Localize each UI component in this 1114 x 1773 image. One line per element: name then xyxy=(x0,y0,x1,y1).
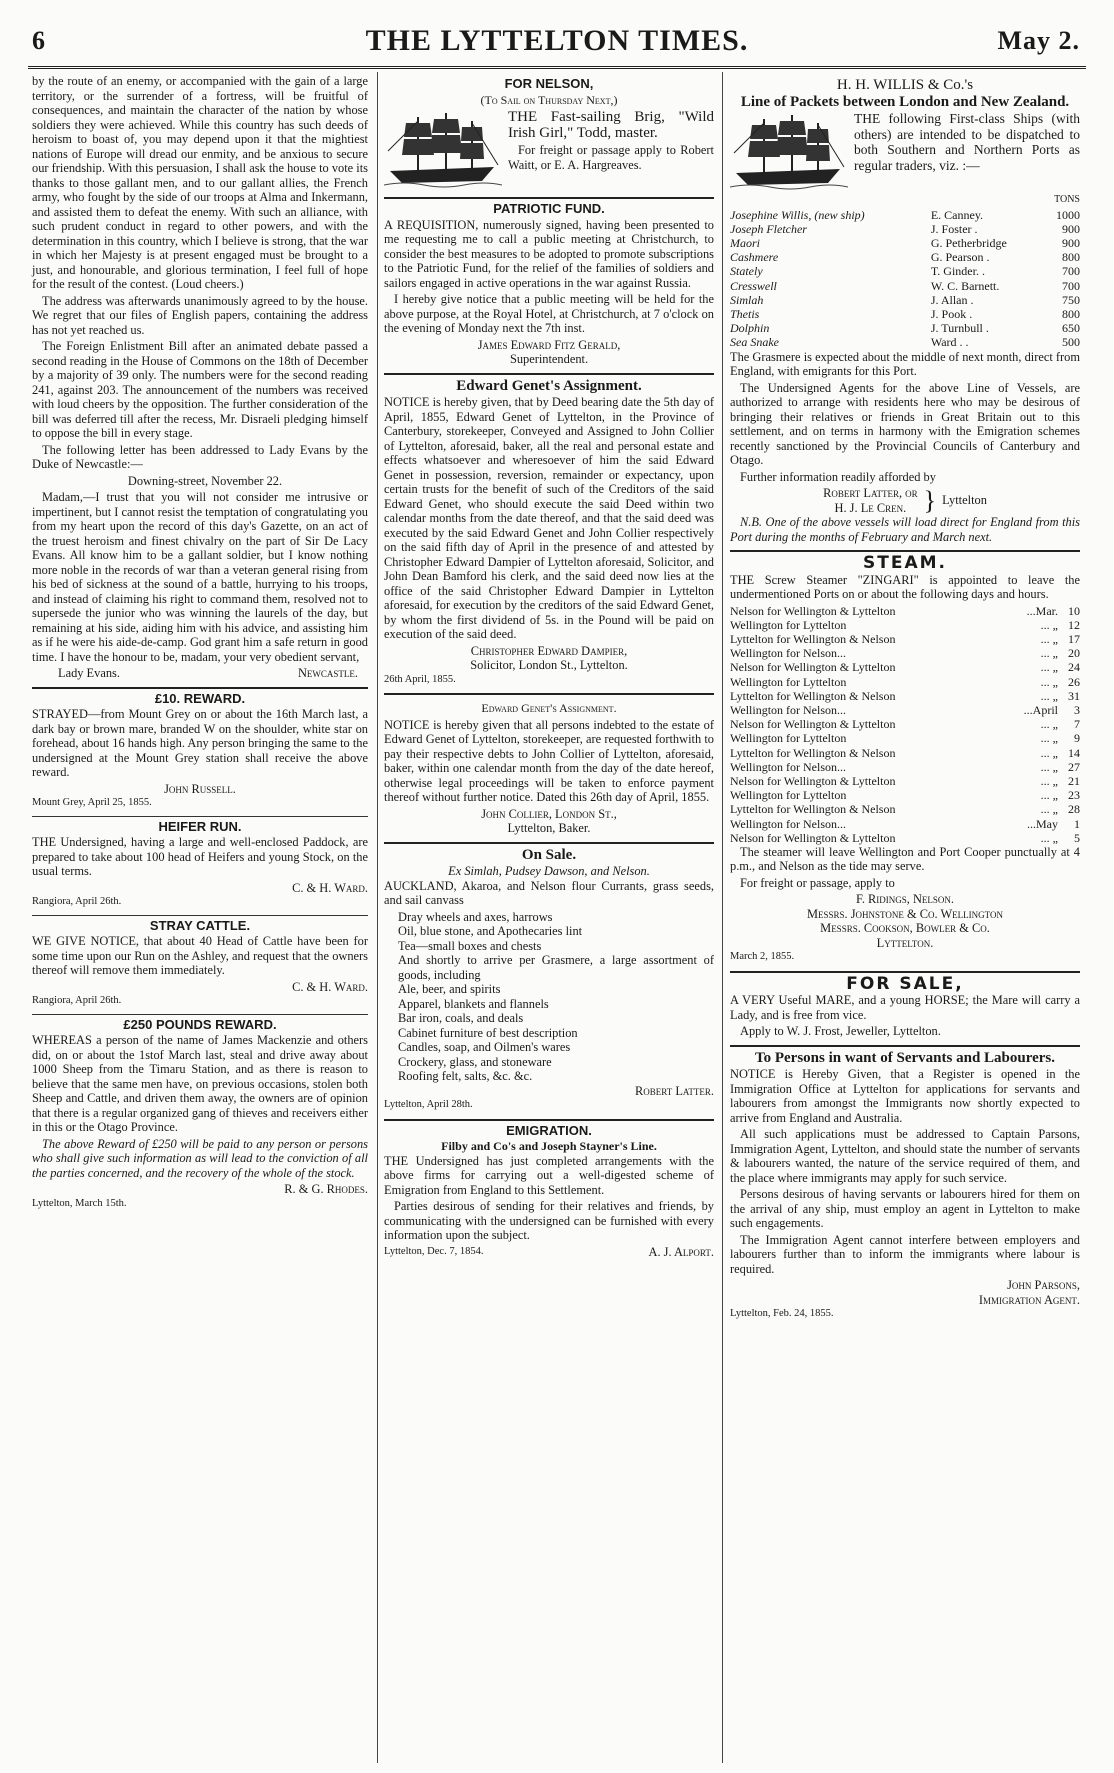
route-name: Wellington for Lyttelton xyxy=(730,731,847,746)
route-day: 31 xyxy=(1068,688,1080,703)
divider xyxy=(384,1119,714,1121)
ad-heading: To Persons in want of Servants and Labourers. xyxy=(754,1049,1056,1066)
divider xyxy=(32,915,368,916)
tons-label: TONS xyxy=(1054,194,1080,205)
table-row xyxy=(730,774,1080,788)
agents-block: Robert Latter, or H. J. Le Cren. } Lyttelton xyxy=(823,485,987,515)
table-row xyxy=(730,802,1080,816)
route-month: ... „ xyxy=(1040,660,1058,675)
ship-tons: 750 xyxy=(1062,292,1080,307)
article-paragraph: The address was afterwards unanimously agreed to by the house. We regret that our files of English papers, containing the address has not yet reached us. xyxy=(32,293,368,337)
route-month: ... „ xyxy=(1040,646,1058,661)
list-item: Dray wheels and axes, harrows xyxy=(398,909,553,924)
agent-name: Lyttelton. xyxy=(876,935,934,950)
route-day: 28 xyxy=(1068,802,1080,817)
table-row xyxy=(730,293,1080,307)
ad-heading: STRAY CATTLE. xyxy=(149,917,251,933)
letter-body: Madam,—I trust that you will not consider me intrusive or impertinent, but I cannot resist the temptation of congratulating you from my heart upon the record of this day's Gazette, on an act of the truest heroism and finest chivalry on the part of Sir De Lacy Evans. All know him to be a gallant soldier, but I know nothing more noble in the records of war than a veteran general rising from his bed of sickness at the sound of a battle, hurrying to his troops, and instead of claiming his right to command them, resolved not to supersede the junior who was winning the laurels of the day, but remaining at his side, aiding him with his advice, and assisting him as if he were his aide-de-camp. God grant him a safe return in good time. I have the honour to be, madam, your very obedient servant, xyxy=(32,490,368,664)
ship-tons: 900 xyxy=(1062,221,1080,236)
route-month: ... „ xyxy=(1040,802,1058,817)
ad-body: Apply to W. J. Frost, Jeweller, Lyttelton. xyxy=(740,1024,941,1039)
ad-heading: Line of Packets between London and New Zealand. xyxy=(740,93,1070,110)
table-row xyxy=(730,675,1080,689)
ad-body: THE Fast-sailing Brig, "Wild Irish Girl," Todd, master. xyxy=(508,109,714,141)
ship-tons: 800 xyxy=(1062,250,1080,265)
divider xyxy=(730,1045,1080,1047)
ad-heading: H. H. WILLIS & Co.'s xyxy=(836,77,974,93)
table-row xyxy=(730,604,1080,618)
route-day: 27 xyxy=(1068,759,1080,774)
ship-name: Maori xyxy=(730,235,760,250)
ad-body: For freight or passage apply to Robert Waitt, or E. A. Hargreaves. xyxy=(508,143,714,172)
route-day: 20 xyxy=(1068,646,1080,661)
column-1 xyxy=(32,74,368,1211)
issue-date: May 2. xyxy=(997,26,1080,55)
ad-heading: FOR NELSON, xyxy=(504,76,594,91)
ad-date: March 2, 1855. xyxy=(730,951,795,963)
ad-signature: R. & G. Rhodes. xyxy=(284,1182,368,1196)
route-name: Wellington for Lyttelton xyxy=(730,617,847,632)
divider xyxy=(32,816,368,817)
route-month: ...May xyxy=(1027,816,1058,831)
ship-master: G. Petherbridge xyxy=(930,235,1007,250)
divider xyxy=(730,971,1080,973)
ad-subheading: Ex Simlah, Pudsey Dawson, and Nelson. xyxy=(448,864,650,878)
ad-heading: FOR SALE, xyxy=(846,973,964,994)
article-paragraph: The Foreign Enlistment Bill after an animated debate passed a second reading in the House of Commons on the 18th of December by a majority of 39 only. The numbers were for the second reading 241, against 203. The announcement of the numbers was received with loud cheers by the opposition. The further consideration of the bill was deferred till after the recess, Mr. Disraeli pledging himself to oppose the bill in every stage. xyxy=(32,339,368,440)
ad-date: Lyttelton, March 15th. xyxy=(32,1197,127,1209)
ad-signature: James Edward Fitz Gerald, xyxy=(477,337,621,352)
divider xyxy=(32,1014,368,1015)
route-day: 7 xyxy=(1074,717,1080,732)
divider xyxy=(32,687,368,689)
steamer-schedule-table xyxy=(730,604,1080,845)
ad-heading: Edward Genet's Assignment. xyxy=(481,701,617,715)
ad-signature: John Russell. xyxy=(164,781,236,796)
route-day: 5 xyxy=(1074,830,1080,845)
route-name: Lyttelton for Wellington & Nelson xyxy=(730,802,896,817)
route-day: 9 xyxy=(1074,731,1080,746)
ship-master: J. Turnbull . xyxy=(930,321,989,336)
ship-master: G. Pearson . xyxy=(930,250,990,265)
ad-signature: A. J. Alport. xyxy=(648,1244,714,1259)
divider xyxy=(384,373,714,375)
ad-body: The Undersigned Agents for the above Line of Vessels, are authorized to arrange with residents here who may be desirous of bringing their relatives or friends in Great Britain out to this settlement, and on terms in harmony with the Emigration schemes recently sanctioned by the Provincial Councils of Canterbury and Otago. xyxy=(730,380,1080,468)
letter-signoff xyxy=(32,666,368,681)
ad-signature: C. & H. Ward. xyxy=(292,880,368,895)
goods-list xyxy=(384,910,714,1084)
ad-body: NOTICE is Hereby Given, that a Register is opened in the Immigration Office at Lyttelton for applications for servants and labourers from amongst the Immigrants now shortly expected to arrive from England and Australia. xyxy=(730,1067,1080,1125)
ad-signature-address: Solicitor, London St., Lyttelton. xyxy=(470,658,628,672)
route-day: 21 xyxy=(1068,773,1080,788)
table-row xyxy=(730,632,1080,646)
route-month: ... „ xyxy=(1040,745,1058,760)
ad-body: Persons desirous of having servants or labourers hired for them on the arrival of any ship, must employ an agent in Lyttelton to make such engagements. xyxy=(730,1187,1080,1231)
route-day: 26 xyxy=(1068,674,1080,689)
ad-subheading: Filby and Co's and Joseph Stayner's Line. xyxy=(441,1139,657,1153)
ad-date: Rangiora, April 26th. xyxy=(32,896,122,907)
route-month: ... „ xyxy=(1040,617,1058,632)
ad-date: Lyttelton, Feb. 24, 1855. xyxy=(730,1308,834,1320)
ship-name: Josephine Willis, (new ship) xyxy=(730,207,865,222)
table-row xyxy=(730,222,1080,236)
ad-subheading: (To Sail on Thursday Next,) xyxy=(480,92,618,107)
list-item: Roofing felt, salts, &c. &c. xyxy=(398,1069,533,1083)
ad-body: THE following First-class Ships (with others) are intended to be dispatched to both Southern and Northern Ports as regular traders, viz. :— xyxy=(854,111,1080,173)
table-row xyxy=(730,321,1080,335)
masthead xyxy=(28,22,1086,64)
table-row xyxy=(730,618,1080,632)
list-item: Ale, beer, and spirits xyxy=(398,982,501,996)
ad-body: The above Reward of £250 will be paid to any person or persons who shall give such information as will lead to the conviction of all the parties concerned, and the recovery of the whole of the stock. xyxy=(32,1136,368,1180)
ad-body: Parties desirous of sending for their relatives and friends, by communicating with the undersigned can be furnished with every information upon the subject. xyxy=(384,1199,714,1242)
ad-body: I hereby give notice that a public meeting will be held for the above purpose, at the Royal Hotel, at Christchurch, at 7 o'clock on the evening of Monday next the 7th inst. xyxy=(384,292,714,335)
agents-list xyxy=(730,892,1080,950)
route-name: Lyttelton for Wellington & Nelson xyxy=(730,631,896,646)
ship-icon xyxy=(730,113,848,193)
route-month: ... „ xyxy=(1040,773,1058,788)
ad-body: The Immigration Agent cannot interfere between employers and labourers further than to inform the immigrants where labour is required. xyxy=(730,1232,1080,1276)
agent-name: H. J. Le Cren. xyxy=(834,500,907,515)
ad-date: Lyttelton, April 28th. xyxy=(384,1099,473,1110)
masthead-rule xyxy=(28,66,1086,73)
table-row xyxy=(730,335,1080,349)
route-name: Lyttelton for Wellington & Nelson xyxy=(730,688,896,703)
ad-body: THE Undersigned has just completed arrangements with the above firms for carrying out a well-digested scheme of Emigration from England to this Settlement. xyxy=(384,1153,714,1197)
ad-body: THE Screw Steamer "ZINGARI" is appointed to leave the undermentioned Ports on or about the following days and hours. xyxy=(730,572,1080,602)
table-row xyxy=(730,660,1080,674)
route-month: ... „ xyxy=(1040,674,1058,689)
ship-name: Joseph Fletcher xyxy=(730,221,807,236)
divider xyxy=(730,550,1080,552)
route-name: Nelson for Wellington & Lyttelton xyxy=(730,660,896,675)
ad-signature: C. & H. Ward. xyxy=(292,979,368,994)
ad-body: NOTICE is hereby given, that by Deed bearing date the 5th day of April, 1855, Edward Genet of Lyttelton, in the Province of Canterbury, storekeeper, Conveyed and Assigned to John Collier of Lyttelton, aforesaid, baker, all the real and personal estate and effects whatsoever and wheresoever of him the said Edward Genet in possession, reversion, remainder or expectancy, upon certain trusts for the benefit of such of the Creditors of the said Edward Genet, who should execute the said Deed within two calendar months from the date thereof, and that the said deed was executed by the said Edward Genet and John Collier respectively on the said fifth day of April in the presence of and attested by Christopher Edward Dampier of Lyttelton aforesaid, Solicitor, and John Dean Bamford his clerk, and the said deed now lies at the office of the said Christopher Edward Dampier in Lyttelton aforesaid, for execution by the creditors of the said Edward Genet, by whom the first dividend of 5s. in the Pound will be paid on execution of the said deed. xyxy=(384,395,714,641)
route-day: 10 xyxy=(1068,603,1080,618)
newspaper-title: THE LYTTELTON TIMES. xyxy=(365,24,749,57)
ad-body: WHEREAS a person of the name of James Mackenzie and others did, on or about the 1stof March last, steal and drive away about 1000 Sheep from the Timaru Station, and as there is reason to believe that the same men have, on previous occasions, stolen both Sheep and Cattle, and driven them away, the owners are of opinion that there is a regular organized gang of thieves and receivers either in this or the Otago Province. xyxy=(32,1033,368,1134)
ad-body: A VERY Useful MARE, and a young HORSE; the Mare will carry a Lady, and is free from vice. xyxy=(730,993,1080,1022)
ad-signature: John Collier, London St., xyxy=(481,806,617,821)
ad-body: THE Undersigned, having a large and well-enclosed Paddock, are prepared to take about 100 head of Heifers and young Stock, on the usual terms. xyxy=(32,835,368,878)
route-day: 1 xyxy=(1074,816,1080,831)
ship-tons: 800 xyxy=(1062,306,1080,321)
table-row xyxy=(730,817,1080,831)
list-item: Bar iron, coals, and deals xyxy=(398,1011,524,1025)
ad-signature: Christopher Edward Dampier, xyxy=(470,643,628,658)
ships-table xyxy=(730,208,1080,350)
ad-body: A REQUISITION, numerously signed, having been presented to me requesting me to call a public meeting at Christchurch, to consider the best measures to be adopted to promote subscriptions to the Patriotic Fund, for the relief of the families of soldiers and sailors engaged in active operations in the war against Russia. xyxy=(384,217,714,290)
table-row xyxy=(730,731,1080,745)
ship-tons: 650 xyxy=(1062,321,1080,336)
ad-body: NOTICE is hereby given that all persons indebted to the estate of Edward Genet of Lyttelton, storekeeper, are requested forthwith to pay their respective debts to John Collier of Lyttelton, aforesaid, baker, within one calendar month from the day of the date hereof, otherwise legal proceedings will be taken to enforce payment thereof without further notice. Dated this 26th day of April, 1855. xyxy=(384,717,714,804)
route-month: ... „ xyxy=(1040,731,1058,746)
route-month: ...Mar. xyxy=(1026,603,1058,618)
ship-tons: 500 xyxy=(1062,335,1080,350)
ad-signature-title: Immigration Agent. xyxy=(978,1292,1080,1307)
table-row xyxy=(730,746,1080,760)
ad-signature-title: Superintendent. xyxy=(509,352,589,366)
divider xyxy=(384,197,714,199)
letter-place: Downing-street, November 22. xyxy=(127,473,283,488)
table-row xyxy=(730,717,1080,731)
route-name: Wellington for Nelson... xyxy=(730,702,847,717)
ship-name: Sea Snake xyxy=(730,335,779,350)
route-name: Wellington for Nelson... xyxy=(730,816,847,831)
list-item: Crockery, glass, and stoneware xyxy=(398,1054,552,1069)
route-day: 17 xyxy=(1068,631,1080,646)
ship-icon xyxy=(384,111,502,191)
agent-name: Robert Latter, or xyxy=(823,486,918,501)
ad-heading: EMIGRATION. xyxy=(506,1122,592,1138)
agent-place: Lyttelton xyxy=(942,493,987,508)
ad-body: AUCKLAND, Akaroa, and Nelson flour Currants, grass seeds, and sail canvass xyxy=(384,878,714,907)
ship-master: J. Foster . xyxy=(930,221,978,236)
route-name: Nelson for Wellington & Lyttelton xyxy=(730,717,896,732)
ad-date: Lyttelton, Dec. 7, 1854. xyxy=(384,1245,484,1257)
ship-name: Cashmere xyxy=(730,250,779,265)
ship-name: Cresswell xyxy=(730,278,777,293)
list-item: Cabinet furniture of best description xyxy=(398,1025,578,1040)
letter-author: Newcastle. xyxy=(297,666,358,680)
ship-name: Stately xyxy=(730,264,763,279)
route-month: ... „ xyxy=(1040,688,1058,703)
ad-signature: Robert Latter. xyxy=(635,1083,714,1098)
ship-master: T. Ginder. . xyxy=(930,264,985,279)
route-name: Nelson for Wellington & Lyttelton xyxy=(730,603,896,618)
list-item: Apparel, blankets and flannels xyxy=(398,996,549,1011)
table-row xyxy=(730,788,1080,802)
ship-master: W. C. Barnett. xyxy=(930,278,1000,293)
route-month: ... „ xyxy=(1040,759,1058,774)
route-name: Wellington for Nelson... xyxy=(730,646,847,661)
agent-name: Messrs. Johnstone & Co. Wellington xyxy=(807,906,1003,921)
route-month: ... „ xyxy=(1040,717,1058,732)
ship-master: J. Pook . xyxy=(930,306,973,321)
ad-note: N.B. One of the above vessels will load direct for England from this Port during the months of February and March next. xyxy=(730,515,1080,544)
ad-footer xyxy=(384,1245,714,1260)
route-month: ...April xyxy=(1023,702,1058,717)
route-name: Lyttelton for Wellington & Nelson xyxy=(730,745,896,760)
ad-signature-address: Lyttelton, Baker. xyxy=(507,821,591,835)
page-number: 6 xyxy=(32,26,45,55)
route-name: Wellington for Lyttelton xyxy=(730,788,847,803)
divider xyxy=(384,693,714,695)
ad-heading: PATRIOTIC FUND. xyxy=(493,201,605,216)
ad-body: The Grasmere is expected about the middle of next month, direct from England, with emigrants for this Port. xyxy=(730,349,1080,379)
table-row xyxy=(730,831,1080,845)
ad-heading: STEAM. xyxy=(863,553,947,574)
ship-name: Thetis xyxy=(730,306,760,321)
list-item: Candles, soap, and Oilmen's wares xyxy=(398,1040,571,1054)
route-day: 3 xyxy=(1074,702,1080,717)
column-3 xyxy=(730,74,1080,1322)
list-item: Oil, blue stone, and Apothecaries lint xyxy=(398,924,583,938)
ship-tons: 900 xyxy=(1062,235,1080,250)
ad-heading: £10. REWARD. xyxy=(154,690,246,706)
ad-date: 26th April, 1855. xyxy=(384,673,456,685)
letter-recipient: Lady Evans. xyxy=(58,666,120,680)
route-month: ... „ xyxy=(1040,830,1058,845)
ad-date: Mount Grey, April 25, 1855. xyxy=(32,797,152,808)
route-day: 23 xyxy=(1068,788,1080,803)
table-row xyxy=(730,760,1080,774)
list-item: Tea—small boxes and chests xyxy=(398,938,542,953)
ad-heading: HEIFER RUN. xyxy=(158,818,242,834)
table-row xyxy=(730,703,1080,717)
route-name: Nelson for Wellington & Lyttelton xyxy=(730,773,896,788)
route-name: Nelson for Wellington & Lyttelton xyxy=(730,830,896,845)
table-row xyxy=(730,307,1080,321)
ad-body: All such applications must be addressed to Captain Parsons, Immigration Agent, Lyttelton, and should state the number of servants & labourers wanted, the nature of the service required of them, and the place where immigrants may apply for such service. xyxy=(730,1127,1080,1185)
route-day: 12 xyxy=(1068,617,1080,632)
route-name: Wellington for Nelson... xyxy=(730,759,847,774)
agent-name: Messrs. Cookson, Bowler & Co. xyxy=(820,921,990,936)
ad-heading: Edward Genet's Assignment. xyxy=(456,377,642,394)
article-paragraph: by the route of an enemy, or accompanied with the gain of a large territory, or the surrender of a fortress, will be fruitful of consequences, and maintain the character of the nation by whose soldiers they were achieved. While this country has such deeds of heroism to boast of, you may depend upon it that the mightiest nations of Europe will dread our enmity, and be anxious to secure our friendship. With this persuasion, I shall ask the house to vote its thanks to those gallant men, and to our gallant allies, the French army, who fought by the side of our troops at Alma and Inkermann, and assisted them to defeat the enemy. With such an alliance, with such prudent conduct in regard to other powers, and with the determination in this country, which I believe is strong, that the war in which her Majesty is at present engaged must be brought to a just, and honourable, and glorious termination, I feel full of hope for the result of the contest. (Loud cheers.) xyxy=(32,74,368,291)
ship-tons: 700 xyxy=(1062,264,1080,279)
column-divider-1 xyxy=(377,72,378,1763)
ship-master: E. Canney. xyxy=(930,207,984,222)
route-month: ... „ xyxy=(1040,788,1058,803)
table-row xyxy=(730,279,1080,293)
ad-body: For freight or passage, apply to xyxy=(740,875,895,890)
route-name: Wellington for Lyttelton xyxy=(730,674,847,689)
ship-master: J. Allan . xyxy=(930,292,974,307)
ship-master: Ward . . xyxy=(930,335,969,350)
ad-heading: On Sale. xyxy=(521,846,577,863)
article-paragraph: The following letter has been addressed to Lady Evans by the Duke of Newcastle:— xyxy=(32,442,368,471)
ship-name: Dolphin xyxy=(730,321,770,336)
route-day: 24 xyxy=(1068,660,1080,675)
table-row xyxy=(730,264,1080,278)
list-item: And shortly to arrive per Grasmere, a large assortment of goods, including xyxy=(398,953,714,982)
route-day: 14 xyxy=(1068,745,1080,760)
ad-signature: John Parsons, xyxy=(1007,1278,1080,1293)
ship-tons: 1000 xyxy=(1056,207,1080,222)
column-divider-2 xyxy=(722,72,723,1763)
route-month: ... „ xyxy=(1040,631,1058,646)
ship-name: Simlah xyxy=(730,292,764,307)
table-row xyxy=(730,208,1080,222)
ad-body: The steamer will leave Wellington and Port Cooper punctually at 4 p.m., and Nelson as the tide may serve. xyxy=(730,844,1080,874)
ad-heading: £250 POUNDS REWARD. xyxy=(123,1016,277,1032)
agent-name: F. Ridings, Nelson. xyxy=(855,892,955,907)
column-2 xyxy=(384,74,714,1259)
table-row xyxy=(730,236,1080,250)
table-row xyxy=(730,646,1080,660)
ad-body: Further information readily afforded by xyxy=(740,469,936,484)
ship-tons: 700 xyxy=(1062,278,1080,293)
divider xyxy=(384,842,714,844)
table-row xyxy=(730,689,1080,703)
ad-body: WE GIVE NOTICE, that about 40 Head of Cattle have been for some time upon our Run on the Ashley, and request that the owners thereof will remove them immediately. xyxy=(32,934,368,977)
table-row xyxy=(730,250,1080,264)
ad-body: STRAYED—from Mount Grey on or about the 16th March last, a dark bay or brown mare, branded W on the shoulder, white star on forehead, about 16 hands high. Any person bringing the same to the undersigned at the Mount Grey station shall receive the above reward. xyxy=(32,707,368,779)
ad-date: Rangiora, April 26th. xyxy=(32,995,122,1006)
